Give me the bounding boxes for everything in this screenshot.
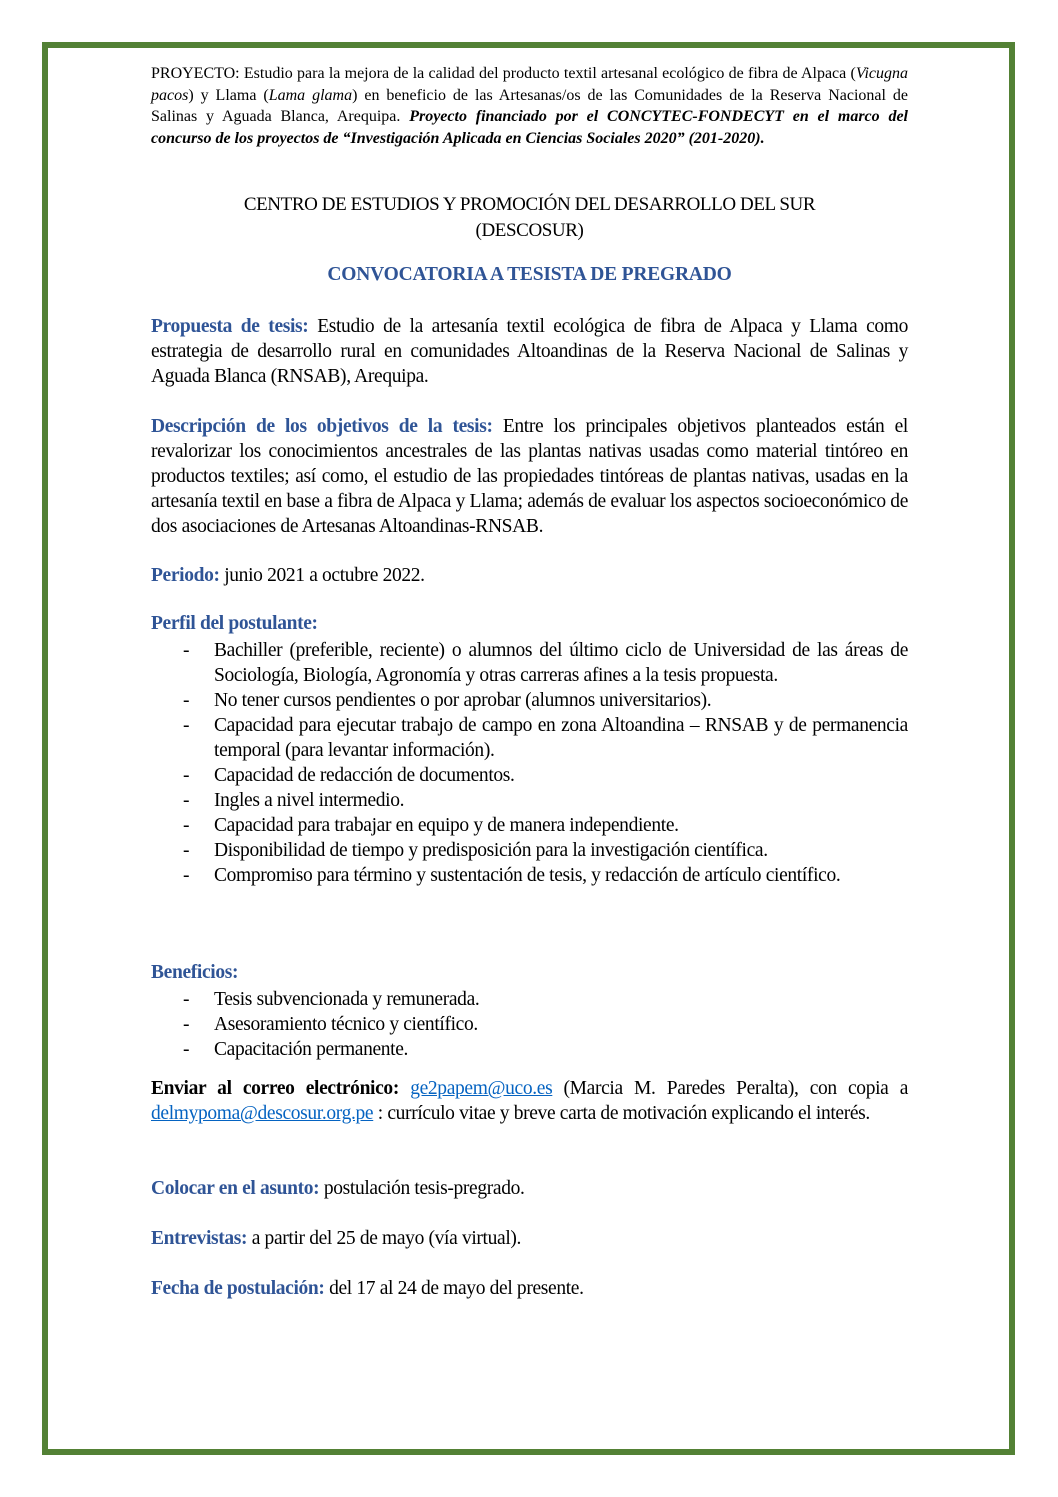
- perfil-item: [151, 763, 908, 788]
- entrevistas-text: a partir del 25 de mayo (vía virtual).: [247, 1228, 522, 1249]
- beneficios-item: [151, 1037, 908, 1062]
- section-objetivos: [151, 414, 908, 539]
- beneficios-item: [151, 987, 908, 1012]
- dash-bullet-icon: -: [183, 790, 190, 811]
- section-propuesta: [151, 314, 908, 389]
- organization-line-1: CENTRO DE ESTUDIOS Y PROMOCIÓN DEL DESARROLLO DEL SUR: [243, 194, 816, 215]
- objetivos-text: Entre los principales objetivos planteados están el revalorizar los conocimientos ancestrales de las plantas nativas usadas como material tintóreo en productos textiles; así como, el estudio de las propiedades tintóreas de plantas nativas, usadas en la artesanía textil en base a fibra de Alpaca y Llama; además de evaluar los aspectos socioeconómico de dos asociaciones de Artesanas Altoandinas-RNSAB.: [151, 416, 908, 537]
- beneficios-list: [151, 987, 908, 1062]
- perfil-item: [151, 838, 908, 863]
- perfil-item: [151, 863, 908, 888]
- dash-bullet-icon: -: [183, 1039, 190, 1060]
- perfil-item: [151, 788, 908, 813]
- section-correo: [151, 1076, 908, 1126]
- fecha-text: del 17 al 24 de mayo del presente.: [324, 1278, 584, 1299]
- correo-text-2: : currículo vitae y breve carta de motivación explicando el interés.: [373, 1103, 870, 1124]
- perfil-label: Perfil del postulante:: [151, 613, 318, 634]
- section-entrevistas: [151, 1226, 908, 1251]
- organization-name: [151, 192, 908, 244]
- section-periodo: [151, 563, 908, 588]
- dash-bullet-icon: -: [183, 690, 190, 711]
- header-text-1: PROYECTO: Estudio para la mejora de la calidad del producto textil artesanal ecológico de fibra de Alpaca (: [151, 65, 856, 82]
- perfil-item-text: No tener cursos pendientes o por aprobar (alumnos universitarios).: [214, 690, 712, 711]
- perfil-item-text: Capacidad para ejecutar trabajo de campo en zona Altoandina – RNSAB y de permanencia temporal (para levantar información).: [214, 715, 908, 761]
- document-title: CONVOCATORIA A TESISTA DE PREGRADO: [327, 264, 732, 285]
- dash-bullet-icon: -: [183, 640, 190, 661]
- asunto-text: postulación tesis-pregrado.: [319, 1178, 525, 1199]
- organization-line-2: (DESCOSUR): [475, 220, 584, 241]
- periodo-label: Periodo:: [151, 565, 220, 586]
- perfil-item-text: Disponibilidad de tiempo y predisposición para la investigación científica.: [214, 840, 768, 861]
- species-alpaca: Vicugna pacos: [151, 65, 908, 104]
- dash-bullet-icon: -: [183, 815, 190, 836]
- beneficios-item-text: Capacitación permanente.: [214, 1039, 409, 1060]
- section-asunto: [151, 1176, 908, 1201]
- objetivos-label: Descripción de los objetivos de la tesis:: [151, 416, 493, 437]
- propuesta-text: Estudio de la artesanía textil ecológica de fibra de Alpaca y Llama como estrategia de desarrollo rural en comunidades Altoandinas de la Reserva Nacional de Salinas y Aguada Blanca (RNSAB), Arequipa.: [151, 316, 908, 387]
- dash-bullet-icon: -: [183, 1014, 190, 1035]
- perfil-item: [151, 688, 908, 713]
- species-llama: Lama glama: [268, 86, 353, 104]
- dash-bullet-icon: -: [183, 989, 190, 1010]
- entrevistas-label: Entrevistas:: [151, 1228, 248, 1249]
- email-link-primary[interactable]: ge2papem@uco.es: [410, 1078, 553, 1099]
- perfil-list: [151, 638, 908, 888]
- header-text-2: ) y Llama (: [188, 86, 269, 104]
- section-fecha: [151, 1276, 908, 1301]
- correo-text-1: (Marcia M. Paredes Peralta), con copia a: [552, 1078, 908, 1099]
- dash-bullet-icon: -: [183, 715, 190, 736]
- dash-bullet-icon: -: [183, 865, 190, 886]
- email-link-copy[interactable]: delmypoma@descosur.org.pe: [151, 1103, 374, 1124]
- correo-label: Enviar al correo electrónico:: [151, 1078, 399, 1099]
- beneficios-item-text: Tesis subvencionada y remunerada.: [214, 989, 480, 1010]
- perfil-item: [151, 713, 908, 763]
- perfil-item-text: Bachiller (preferible, reciente) o alumnos del último ciclo de Universidad de las áreas de Sociología, Biología, Agronomía y otras carreras afines a la tesis propuesta.: [214, 640, 908, 686]
- header-text-3: ) en beneficio de las Artesanas/os de las Comunidades de la Reserva Nacional de Salinas y Aguada Blanca, Arequipa.: [151, 86, 909, 125]
- beneficios-item: [151, 1012, 908, 1037]
- beneficios-label: Beneficios:: [151, 962, 239, 983]
- dash-bullet-icon: -: [183, 765, 190, 786]
- periodo-text: junio 2021 a octubre 2022.: [219, 565, 425, 586]
- perfil-item: [151, 638, 908, 688]
- perfil-item-text: Capacidad para trabajar en equipo y de manera independiente.: [214, 815, 679, 836]
- asunto-label: Colocar en el asunto:: [151, 1178, 320, 1199]
- fecha-label: Fecha de postulación:: [151, 1278, 325, 1299]
- project-header: [151, 63, 908, 149]
- perfil-item-text: Ingles a nivel intermedio.: [214, 790, 405, 811]
- beneficios-item-text: Asesoramiento técnico y científico.: [214, 1014, 478, 1035]
- perfil-item-text: Compromiso para término y sustentación de tesis, y redacción de artículo científico.: [214, 865, 841, 886]
- propuesta-label: Propuesta de tesis:: [151, 316, 309, 337]
- perfil-item-text: Capacidad de redacción de documentos.: [214, 765, 515, 786]
- perfil-item: [151, 813, 908, 838]
- dash-bullet-icon: -: [183, 840, 190, 861]
- funding-note: Proyecto financiado por el CONCYTEC-FONDECYT en el marco del concurso de los proyectos de “Investigación Aplicada en Ciencias Sociales 2020” (201-2020).: [151, 108, 909, 147]
